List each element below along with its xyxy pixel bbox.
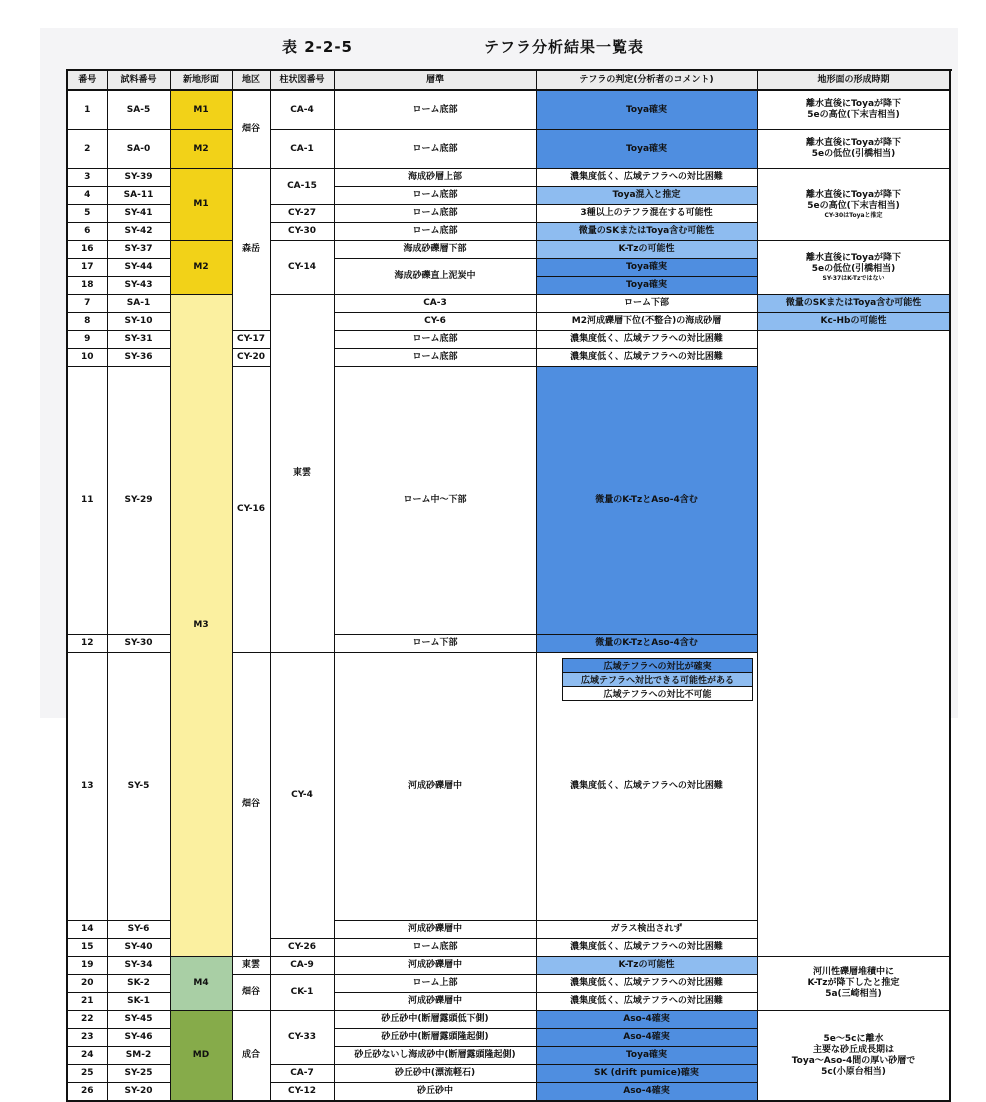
judgment-cell: 濃集度低く、広域テフラへの対比困難 xyxy=(536,939,757,957)
header-horizon: 層準 xyxy=(334,70,536,90)
table-row xyxy=(67,169,950,187)
horizon-cell: ローム中～下部 xyxy=(334,367,536,635)
horizon-cell: ローム底部 xyxy=(334,223,536,241)
row-sample: SK-1 xyxy=(107,993,170,1011)
table-row xyxy=(67,241,950,259)
row-sample: SM-2 xyxy=(107,1047,170,1065)
row-no: 18 xyxy=(67,277,107,295)
row-sample: SY-5 xyxy=(107,653,170,921)
column-cell: CY-4 xyxy=(270,653,334,939)
row-sample: SY-42 xyxy=(107,223,170,241)
row-sample: SY-6 xyxy=(107,921,170,939)
row-sample: SK-2 xyxy=(107,975,170,993)
period-line: 主要な砂丘成長期は xyxy=(812,1044,894,1055)
period-line: K-Tzが降下したと推定 xyxy=(807,978,900,988)
row-sample: SY-39 xyxy=(107,169,170,187)
period-line: 5eの低位(引橋相当) xyxy=(811,263,896,274)
row-no: 19 xyxy=(67,957,107,975)
row-sample: SA-1 xyxy=(107,295,170,313)
area-cell: 畑谷 xyxy=(232,90,270,169)
judgment-cell: 微量のK-TzとAso-4含む xyxy=(536,635,757,653)
table-row xyxy=(67,90,950,130)
period-line: 5e～5cに離水 xyxy=(823,1033,884,1044)
surface-cell: M1 xyxy=(170,90,232,130)
row-sample: SY-29 xyxy=(107,367,170,635)
judgment-cell: Aso-4確実 xyxy=(536,1029,757,1047)
period-line: 離水直後にToyaが降下 xyxy=(805,138,902,148)
column-cell: CY-14 xyxy=(270,241,334,295)
horizon-cell: ローム底部 xyxy=(334,130,536,169)
period-line: 離水直後にToyaが降下 xyxy=(805,99,902,109)
column-cell: CY-26 xyxy=(270,939,334,957)
row-no: 23 xyxy=(67,1029,107,1047)
row-sample: SA-11 xyxy=(107,187,170,205)
period-line: 5eの低位(引橋相当) xyxy=(811,149,896,159)
column-cell: CA-7 xyxy=(270,1065,334,1083)
row-no: 9 xyxy=(67,331,107,349)
row-no: 5 xyxy=(67,205,107,223)
header-judgment: テフラの判定(分析者のコメント) xyxy=(536,70,757,90)
judgment-cell: 3種以上のテフラ混在する可能性 xyxy=(536,205,757,223)
area-cell: 森岳 xyxy=(232,169,270,331)
surface-cell: M2 xyxy=(170,130,232,169)
judgment-cell: K-Tzの可能性 xyxy=(536,957,757,975)
row-no: 2 xyxy=(67,130,107,169)
judgment-cell: Aso-4確実 xyxy=(536,1083,757,1102)
row-no: 14 xyxy=(67,921,107,939)
row-sample: SY-20 xyxy=(107,1083,170,1102)
row-no: 1 xyxy=(67,90,107,130)
column-cell: CA-1 xyxy=(270,130,334,169)
horizon-cell: 海成砂礫層下部 xyxy=(334,241,536,259)
column-cell: CK-1 xyxy=(270,975,334,1011)
horizon-cell: 河成砂礫層中 xyxy=(334,957,536,975)
header-row xyxy=(67,70,950,90)
period-note: CY-30はToyaと推定 xyxy=(824,211,883,219)
row-no: 6 xyxy=(67,223,107,241)
table-row xyxy=(67,957,950,975)
horizon-cell: ローム底部 xyxy=(334,939,536,957)
row-sample: SY-37 xyxy=(107,241,170,259)
column-cell: CY-27 xyxy=(270,205,334,223)
horizon-cell: 砂丘砂中(断層露頭低下側) xyxy=(334,1011,536,1029)
judgment-cell: 濃集度低く、広域テフラへの対比困難 xyxy=(536,993,757,1011)
horizon-cell: 砂丘砂中(断層露頭隆起側) xyxy=(334,1029,536,1047)
area-cell: 畑谷 xyxy=(232,975,270,1011)
row-no: 12 xyxy=(67,635,107,653)
judgment-cell: 濃集度低く、広域テフラへの対比困難 xyxy=(536,169,757,187)
horizon-cell: 海成砂礫直上泥炭中 xyxy=(334,259,536,295)
header-surface: 新地形面 xyxy=(170,70,232,90)
table-number: 表 2-2-5 xyxy=(282,38,353,56)
row-no: 24 xyxy=(67,1047,107,1065)
judgment-cell: 濃集度低く、広域テフラへの対比困難 xyxy=(536,331,757,349)
judgment-cell: Toya確実 xyxy=(536,130,757,169)
period-cell xyxy=(757,957,950,1011)
judgment-cell: ガラス検出されず xyxy=(536,921,757,939)
legend-table xyxy=(562,658,753,701)
period-line: Toya～Aso-4間の厚い砂層で xyxy=(791,1055,916,1066)
legend-not-possible: 広域テフラへの対比不可能 xyxy=(563,687,753,701)
column-cell: CY-33 xyxy=(270,1011,334,1065)
judgment-cell: Toya確実 xyxy=(536,259,757,277)
horizon-cell: 河成砂礫層中 xyxy=(334,921,536,939)
row-sample: SY-10 xyxy=(107,313,170,331)
tephra-results-table xyxy=(66,69,951,1102)
judgment-cell: 微量のSKまたはToya含む可能性 xyxy=(536,223,757,241)
row-no: 13 xyxy=(67,653,107,921)
surface-cell: M2 xyxy=(170,241,232,295)
row-sample: SA-5 xyxy=(107,90,170,130)
judgment-cell: Aso-4確実 xyxy=(536,1011,757,1029)
row-no: 25 xyxy=(67,1065,107,1083)
table-row xyxy=(67,130,950,169)
horizon-cell: ローム底部 xyxy=(334,349,536,367)
row-no: 20 xyxy=(67,975,107,993)
header-column: 柱状図番号 xyxy=(270,70,334,90)
row-sample: SY-25 xyxy=(107,1065,170,1083)
row-no: 16 xyxy=(67,241,107,259)
row-no: 17 xyxy=(67,259,107,277)
column-cell: CY-20 xyxy=(232,349,270,367)
row-no: 10 xyxy=(67,349,107,367)
row-no: 15 xyxy=(67,939,107,957)
period-line: 5a(三崎相当) xyxy=(825,989,882,999)
surface-cell: MD xyxy=(170,1011,232,1102)
horizon-cell: ローム上部 xyxy=(334,975,536,993)
row-sample: SY-45 xyxy=(107,1011,170,1029)
row-no: 11 xyxy=(67,367,107,635)
surface-cell: M4 xyxy=(170,957,232,1011)
row-no: 7 xyxy=(67,295,107,313)
column-cell: CY-17 xyxy=(232,331,270,349)
horizon-cell: ローム底部 xyxy=(334,205,536,223)
judgment-cell: 微量のK-TzとAso-4含む xyxy=(536,367,757,635)
judgment-cell: Toya確実 xyxy=(536,90,757,130)
judgment-cell: K-Tzの可能性 xyxy=(536,241,757,259)
horizon-cell: 砂丘砂中 xyxy=(334,1083,536,1102)
judgment-cell: 微量のSKまたはToya含む可能性 xyxy=(757,295,950,313)
row-sample: SA-0 xyxy=(107,130,170,169)
horizon-cell: ローム底部 xyxy=(334,187,536,205)
row-no: 21 xyxy=(67,993,107,1011)
period-cell xyxy=(757,130,950,169)
legend-certain: 広域テフラへの対比が確実 xyxy=(563,659,753,673)
period-note: SY-37はK-Tzではない xyxy=(822,274,885,282)
period-cell xyxy=(757,1011,950,1102)
row-no: 3 xyxy=(67,169,107,187)
column-cell: CY-30 xyxy=(270,223,334,241)
column-cell: CY-6 xyxy=(334,313,536,331)
judgment-cell: SK (drift pumice)確実 xyxy=(536,1065,757,1083)
column-cell: CA-4 xyxy=(270,90,334,130)
row-sample: SY-34 xyxy=(107,957,170,975)
horizon-cell: ローム底部 xyxy=(334,331,536,349)
row-sample: SY-31 xyxy=(107,331,170,349)
header-sample: 試料番号 xyxy=(107,70,170,90)
row-sample: SY-43 xyxy=(107,277,170,295)
period-cell xyxy=(757,169,950,241)
judgment-cell: 濃集度低く、広域テフラへの対比困難 xyxy=(536,349,757,367)
period-cell xyxy=(757,90,950,130)
judgment-cell: Toya確実 xyxy=(536,1047,757,1065)
horizon-cell: 河成砂礫層中 xyxy=(334,653,536,921)
row-no: 8 xyxy=(67,313,107,331)
row-sample: SY-41 xyxy=(107,205,170,223)
row-sample: SY-40 xyxy=(107,939,170,957)
area-cell: 成合 xyxy=(232,1011,270,1102)
column-cell: CY-16 xyxy=(232,367,270,653)
row-sample: SY-44 xyxy=(107,259,170,277)
row-sample: SY-30 xyxy=(107,635,170,653)
judgment-cell: 濃集度低く、広域テフラへの対比困難 xyxy=(536,975,757,993)
legend-possible: 広域テフラへ対比できる可能性がある xyxy=(563,673,753,687)
column-cell: CA-3 xyxy=(334,295,536,313)
horizon-cell: 海成砂層上部 xyxy=(334,169,536,187)
period-line: 5c(小原台相当) xyxy=(821,1066,886,1077)
row-no: 26 xyxy=(67,1083,107,1102)
row-sample: SY-46 xyxy=(107,1029,170,1047)
period-cell xyxy=(757,241,950,295)
area-cell: 東雲 xyxy=(232,957,270,975)
row-no: 22 xyxy=(67,1011,107,1029)
table-row xyxy=(67,295,950,313)
period-line: 5eの高位(下末吉相当) xyxy=(807,110,900,120)
period-line: 5eの高位(下末吉相当) xyxy=(807,200,900,211)
surface-cell: M1 xyxy=(170,169,232,241)
judgment-cell: 濃集度低く、広域テフラへの対比困難 xyxy=(536,653,757,921)
surface-cell: M3 xyxy=(170,295,232,957)
table-row xyxy=(67,1011,950,1029)
column-cell: CA-15 xyxy=(270,169,334,205)
horizon-cell: 砂丘砂中(漂流軽石) xyxy=(334,1065,536,1083)
horizon-cell: ローム下部 xyxy=(334,635,536,653)
period-line: 離水直後にToyaが降下 xyxy=(805,189,902,200)
column-cell: CY-12 xyxy=(270,1083,334,1102)
row-sample: SY-36 xyxy=(107,349,170,367)
column-cell: CA-9 xyxy=(270,957,334,975)
judgment-cell: Kc-Hbの可能性 xyxy=(757,313,950,331)
horizon-cell: 河成砂礫層中 xyxy=(334,993,536,1011)
table-title: テフラ分析結果一覧表 xyxy=(484,38,645,56)
area-cell: 畑谷 xyxy=(232,653,270,957)
area-cell: 東雲 xyxy=(270,295,334,653)
horizon-cell: M2河成礫層下位(不整合)の海成砂層 xyxy=(536,313,757,331)
horizon-cell: ローム底部 xyxy=(334,90,536,130)
judgment-cell: Toya確実 xyxy=(536,277,757,295)
period-line: 河川性礫層堆積中に xyxy=(812,967,894,977)
period-line: 離水直後にToyaが降下 xyxy=(805,252,902,263)
horizon-cell: ローム下部 xyxy=(536,295,757,313)
judgment-cell: Toya混入と推定 xyxy=(536,187,757,205)
header-no: 番号 xyxy=(67,70,107,90)
row-no: 4 xyxy=(67,187,107,205)
header-area: 地区 xyxy=(232,70,270,90)
header-period: 地形面の形成時期 xyxy=(757,70,950,90)
horizon-cell: 砂丘砂ないし海成砂中(断層露頭隆起側) xyxy=(334,1047,536,1065)
